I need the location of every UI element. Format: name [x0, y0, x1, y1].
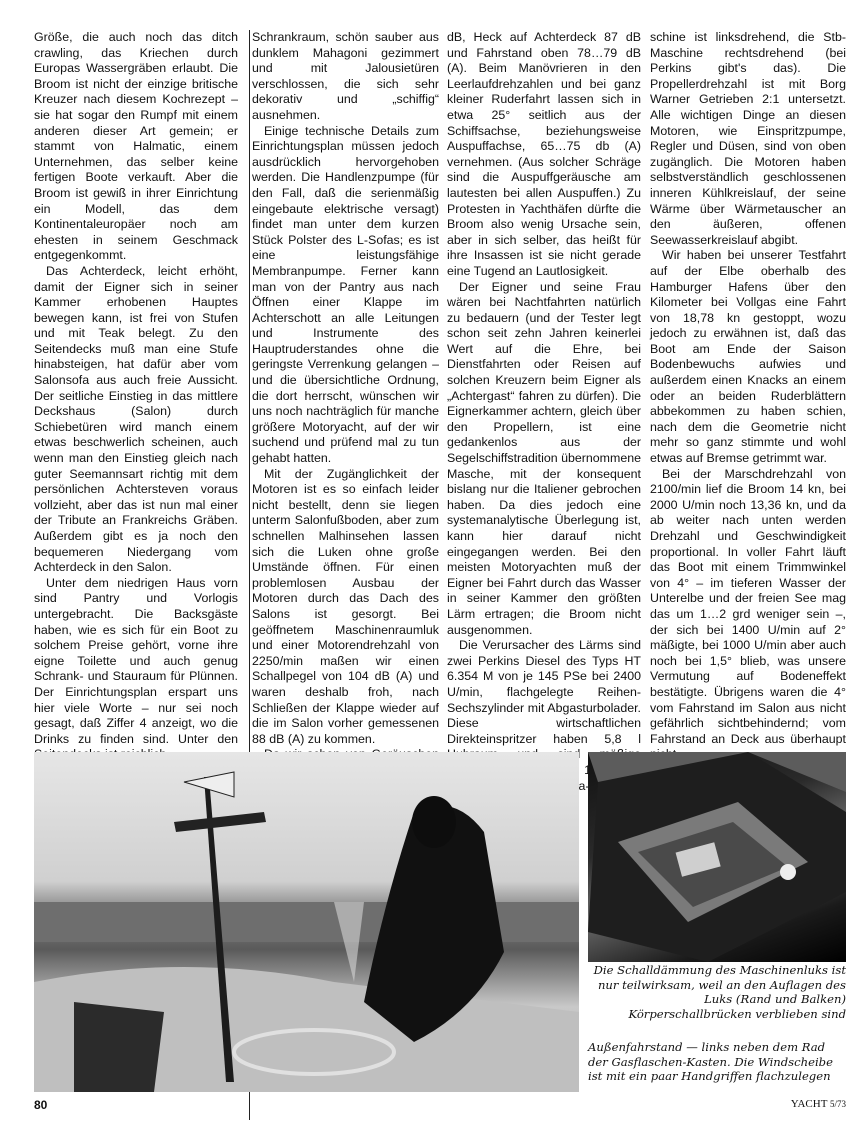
paragraph: Mit der Zugänglichkeit der Motoren ist es so einfach leider nicht bestellt, denn sie liegen unterm Salonfußboden, aber zum schnellen Malhinsehen lassen sich die Luken ohne große Umstände öffnen. Für einen problemlosen Ausbau der Motoren durch das Dach des Salons ist gesorgt. Bei geöffnetem Maschinenraumluk und einer Motorendrehzahl von 2250/min maßen wir einen Schallpegel von 104 dB (A) und waren deshalb froh, nach Schließen der Klappe wieder auf die im Salon vorher gemessenen 88 dB (A) zu kommen.: [252, 466, 439, 746]
photo-outer-helm-drawing: [34, 752, 579, 1092]
page-number: 80: [34, 1098, 48, 1112]
paragraph: Unter dem niedrigen Haus vorn sind Pantry und Vorlogis untergebracht. Die Backsgäste haben, wie es sich für ein Boot zu solchem Preise gehört, vorne ihre eigne Toilette und auch genug Schrank- und Stauraum für Plünnen. Der Einrichtungsplan erspart uns hier viele Worte – nur sei noch gesagt, daß Ziffer 4 anzeigt, wo die Drinks zu finden sind. Unter den: [34, 575, 238, 746]
paragraph: Größe, die auch noch das ditch crawling, das Kriechen durch Europas Wassergräben erlaubt. Die Broom ist nicht der einzige britische Kreuzer nach diesem Kochrezept – sie hat sogar den Rumpf mit einem anderen dieser Art gemein; er stammt von Halmatic, einem Unternehmen, das selber keine fertigen Boote verkauft. Aber die Broom ist gewiß in ihrer Einrichtung ein Modell, das dem Kontinentaleuropäer noch am ehesten in seinem Geschmack entgegenkommt.: [34, 30, 238, 263]
text-column-3: [447, 30, 641, 794]
text-column-1: [34, 30, 238, 763]
paragraph: Einige technische Details zum Einrichtungsplan müssen jedoch ausdrücklich hervorgehoben werden. Die Handlenzpumpe (für den Fall, daß die serienmäßig eingebaute elektrische versagt) findet man unter dem kurzen Stück Polster des L-Sofas; es ist eine leistungsfähige Membranpumpe. Ferner kann man von der Pantry aus nach Öffnen einer Klappe im Achterschott an alle Leitungen und Instrumente des Hauptruderstandes ohne die geringste Verrenkung gelangen – und die übersichtliche Ordnung, die dort herrscht, wünschen wir uns noch nachträglich für manche größere Motoryacht, auf der wir suchend und prüfend mal zu tun gehabt hatten.: [252, 123, 439, 466]
paragraph: Der Eigner und seine Frau wären bei Nachtfahrten natürlich zu bedauern (und der Tester legt schon seit zehn Jahren keinerlei Wert auf die Ehre, bei Dienstfahrten oder Reisen auf solchen Kreuzern beim Eigner als „Achtergast“ fahren zu dürfen). Die Eignerkammer achtern, gleich über den Propellern, ist eine gedankenlos aus der Segelschiffstradition übernommene Masche, mit der konsequent bislang nur die Italiener gebrochen haben. Da dies jedoch eine systemanalytische Überlegung ist, kann hier darauf nicht eingegangen werden. Bei den meisten Motoryachten muß der Eigner bei Fahrt durch das Wasser in seiner Kammer den größten Lärm ertragen; die Broom nicht ausgenommen.: [447, 279, 642, 637]
text-column-2: [252, 30, 439, 825]
paragraph: Das Achterdeck, leicht erhöht, damit der Eigner sich in seiner Kammer erhobenen Hauptes bewegen kann, ist frei von Stufen und mit Teak belegt. Zu den Seitendecks muß man eine Stufe hinabsteigen, hat dafür aber vom Salonsofa aus auch freie Aussicht. Der seitliche Einstieg in das mittlere Deckshaus (Salon) durch Schiebetüren wird manch einem etwas beschwerlich scheinen, auch wenn man den Einstieg gleich nach guter Seemannsart richtig mit dem persönlichen Achtersteven voraus vollzieht, aber das ist nun mal einer der Tribute an Frankreichs Gräben. Außerdem gibt es ja noch den bequemeren Niedergang vom Achterdeck in den Salon.: [34, 263, 238, 575]
photo-outer-helm: [34, 752, 579, 1092]
paragraph: Schrankraum, schön sauber aus dunklem Mahagoni gezimmert und mit Jalousietüren verschlossen, die sich sehr dekorativ und „schiffig“ ausnehmen.: [252, 30, 439, 122]
text-column-4: [650, 30, 846, 794]
paragraph: dB, Heck auf Achterdeck 87 dB und Fahrstand oben 78…79 dB (A). Beim Manövrieren in den Leerlaufdrehzahlen und bei ganz kleiner Ruderfahrt lassen sich in etwa 25° seitlich aus der Schiffsachse, beziehungsweise Auspuffachse, 65…75 db (A) vernehmen. (Aus solcher Schräge sind die Auspuffgeräusche am lautesten bei allen Auspuffen.) Zu Protesten in Yachthäfen dürfte die Broom also wenig Ursache sein, aber in sich selber, das heißt für ihre Insassen ist sie nicht gerade eine Tugend an Lautlosigkeit.: [447, 30, 641, 278]
magazine-footer: [791, 1098, 846, 1110]
paragraph: schine ist linksdrehend, die Stb-Maschine rechtsdrehend (bei Perkins gibt's das). Die Propellerdrehzahl ist mit Borg Warner Getrieben 2:1 untersetzt. Alle wichtigen Dinge an diesen Motoren, wie Einspritzpumpe, Regler und Düsen, sind von oben zugänglich. Die Motoren haben selbstverständlich geschlossenen inneren Kühlkreislauf, der seine Wärme über Wärmetauscher an den äußeren, offenen Seewasserkreislauf abgibt.: [650, 30, 846, 247]
magazine-title: YACHT: [790, 1098, 828, 1110]
paragraph: Wir haben bei unserer Testfahrt auf der Elbe oberhalb des Hamburger Hafens über den Kilometer bei Vollgas eine Fahrt von 18,78 kn gestoppt, wozu jedoch zu erwähnen ist, daß das Boot am Ende der Saison Bodenbewuchs aufwies und außerdem einen Knacks an einem oder an beiden Ruderblättern abbekommen zu haben schien, nach dem die Geometrie nicht mehr so ganz stimmte und wohl etwas auf Bremse getrimmt war.: [650, 248, 846, 466]
photo-engine-hatch: [588, 752, 846, 962]
caption-engine-hatch: Die Schalldämmung des Maschinenluks ist nur teilwirksam, weil an den Auflagen des Luks (Rand und Balken) Körperschallbrücken verblieben sind: [593, 963, 846, 1021]
photo-engine-hatch-drawing: [588, 752, 846, 962]
magazine-issue: 5/73: [829, 1099, 846, 1109]
paragraph: Die Verursacher des Lärms sind zwei Perkins Diesel des Typs HT 6.354 M von je 145 PSe bei 2400 U/min, flachgelegte Reihen-Sechszylinder mit Abgasturbolader. Diese wirtschaftlichen Direkteinspritzer haben 5,8 l: [447, 638, 641, 746]
caption-outer-helm: Außenfahrstand — links neben dem Rad der Gasflaschen-Kasten. Die Windscheibe ist mit ein paar Handgriffen flachzulegen: [588, 1040, 833, 1084]
paragraph: Bei der Marschdrehzahl von 2100/min lief die Broom 14 kn, bei 2000 U/min noch 13,36 kn, und da ab weiter nach unten werden Drehzahl und Geschwindigkeit proportional. In voller Fahrt läuft das Boot mit einem Trimmwinkel von 4° – im tieferen Wasser der Unterelbe und der freien See mag das um 1…2 grd weniger sein –, der sich bei 1400 U/min auf 2° mäßigte, bei 1000 U/min aber auch noch bei 1,5° blieb, was unsere Vermutung auf Bodeneffekt bestätigte. Übrigens waren die 4° vom Fahrstand im Salon aus nicht gefährlich sichtbehindernd; vom Fahrstand an Deck aus überhaupt: [650, 466, 846, 746]
